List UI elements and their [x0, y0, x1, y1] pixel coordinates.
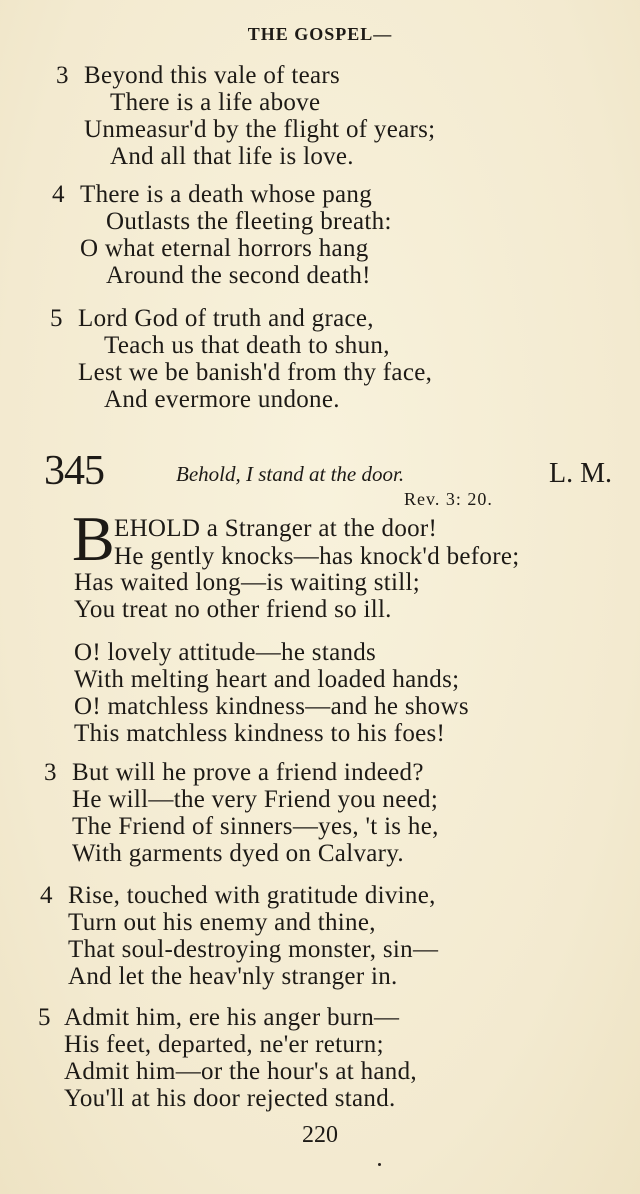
verse-line: Teach us that death to shun, [104, 332, 390, 359]
running-head: THE GOSPEL— [247, 24, 393, 44]
stanza-number: 3 [56, 62, 69, 89]
verse-line: But will he prove a friend indeed? [72, 759, 424, 786]
verse-line: And evermore undone. [104, 386, 340, 413]
verse-line: Has waited long—is waiting still; [74, 569, 420, 596]
scripture-reference: Rev. 3: 20. [404, 489, 493, 509]
verse-line: Lord God of truth and grace, [78, 305, 374, 332]
verse-line: Admit him—or the hour's at hand, [64, 1058, 417, 1085]
verse-line: Lest we be banish'd from thy face, [78, 359, 433, 386]
hymn-number: 345 [44, 448, 104, 494]
verse-line: The Friend of sinners—yes, 't is he, [72, 813, 439, 840]
stanza-number: 4 [40, 882, 53, 909]
verse-line: O! matchless kindness—and he shows [74, 693, 469, 720]
verse-line: With melting heart and loaded hands; [74, 666, 460, 693]
verse-line: Unmeasur'd by the flight of years; [84, 116, 436, 143]
verse-line: O what eternal horrors hang [80, 235, 369, 262]
verse-line: With garments dyed on Calvary. [72, 840, 404, 867]
verse-line: His feet, departed, ne'er return; [64, 1031, 384, 1058]
verse-line: Around the second death! [106, 262, 371, 289]
verse-line: Rise, touched with gratitude divine, [68, 882, 436, 909]
hymn-meter: L. M. [549, 458, 612, 489]
drop-cap: B [72, 503, 115, 574]
verse-line: That soul-destroying monster, sin— [68, 936, 439, 963]
stanza-number: 4 [52, 181, 65, 208]
verse-line: Turn out his enemy and thine, [68, 909, 376, 936]
page-number: 220 [302, 1122, 338, 1148]
verse-line: There is a death whose pang [80, 181, 373, 208]
verse-line: You treat no other friend so ill. [74, 596, 392, 623]
hymn-theme: Behold, I stand at the door. [176, 462, 405, 486]
verse-line: There is a life above [110, 89, 321, 116]
stanza-number: 5 [50, 305, 63, 332]
verse-line: He gently knocks—has knock'd before; [114, 543, 520, 570]
verse-line: Beyond this vale of tears [84, 62, 341, 89]
ink-speck [378, 1163, 381, 1166]
verse-line: And let the heav'nly stranger in. [68, 963, 398, 990]
verse-line: You'll at his door rejected stand. [64, 1085, 396, 1112]
verse-line: He will—the very Friend you need; [72, 786, 439, 813]
verse-line: Admit him, ere his anger burn— [64, 1004, 400, 1031]
verse-line: EHOLD a Stranger at the door! [114, 515, 438, 542]
stanza-number: 5 [38, 1004, 51, 1031]
verse-line: O! lovely attitude—he stands [74, 639, 377, 666]
stanza-number: 3 [44, 759, 57, 786]
verse-line: Outlasts the fleeting breath: [106, 208, 392, 235]
verse-line: And all that life is love. [110, 143, 354, 170]
verse-line: This matchless kindness to his foes! [74, 720, 446, 747]
